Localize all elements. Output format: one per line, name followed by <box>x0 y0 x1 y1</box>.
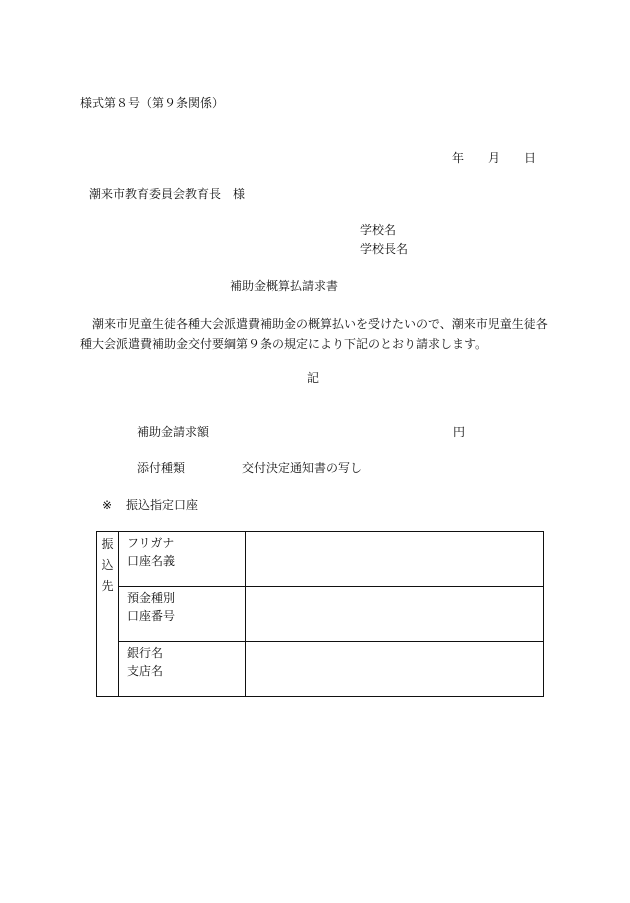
document-title: 補助金概算払請求書 <box>230 279 339 293</box>
label-line: 預金種別 <box>127 591 176 605</box>
side-char: 込 <box>101 558 114 572</box>
ki-heading: 記 <box>307 371 320 385</box>
note-text: 振込指定口座 <box>126 498 199 512</box>
label-cell <box>119 532 246 587</box>
account-table <box>96 531 544 697</box>
table-row <box>97 642 544 697</box>
label-line: 口座名義 <box>127 554 176 568</box>
account-number-field[interactable] <box>246 587 544 642</box>
attachment-label: 添付種類 <box>137 461 186 475</box>
note-mark: ※ <box>102 498 113 512</box>
recipient: 潮来市教育委員会教育長 様 <box>89 187 246 201</box>
body-paragraph: 潮来市児童生徒各種大会派遣費補助金の概算払いを受けたいので、潮来市児童生徒各種大会派遣費補助金交付要綱第９条の規定により下記のとおり請求します。 <box>80 317 548 351</box>
date-month: 月 <box>488 151 501 165</box>
date-day: 日 <box>524 151 537 165</box>
account-holder-field[interactable] <box>246 532 544 587</box>
table-row <box>97 587 544 642</box>
date-year: 年 <box>452 151 465 165</box>
side-char: 振 <box>101 537 114 551</box>
table-row <box>97 532 544 587</box>
principal-name-label: 学校長名 <box>360 242 409 256</box>
side-label <box>97 534 118 597</box>
label-line: 銀行名 <box>127 646 164 660</box>
label-cell <box>119 642 246 697</box>
yen-unit: 円 <box>453 425 466 439</box>
attachment-value: 交付決定通知書の写し <box>242 461 363 475</box>
side-char: 先 <box>101 579 114 593</box>
side-label-cell <box>97 532 119 697</box>
label-cell <box>119 587 246 642</box>
bank-branch-field[interactable] <box>246 642 544 697</box>
amount-label: 補助金請求額 <box>137 425 210 439</box>
label-line: フリガナ <box>127 536 175 550</box>
date-line <box>452 150 536 166</box>
label-line: 支店名 <box>127 664 164 678</box>
label-line: 口座番号 <box>127 609 176 623</box>
form-number: 様式第８号（第９条関係） <box>80 96 225 110</box>
school-name-label: 学校名 <box>360 223 397 237</box>
account-note <box>102 497 198 513</box>
